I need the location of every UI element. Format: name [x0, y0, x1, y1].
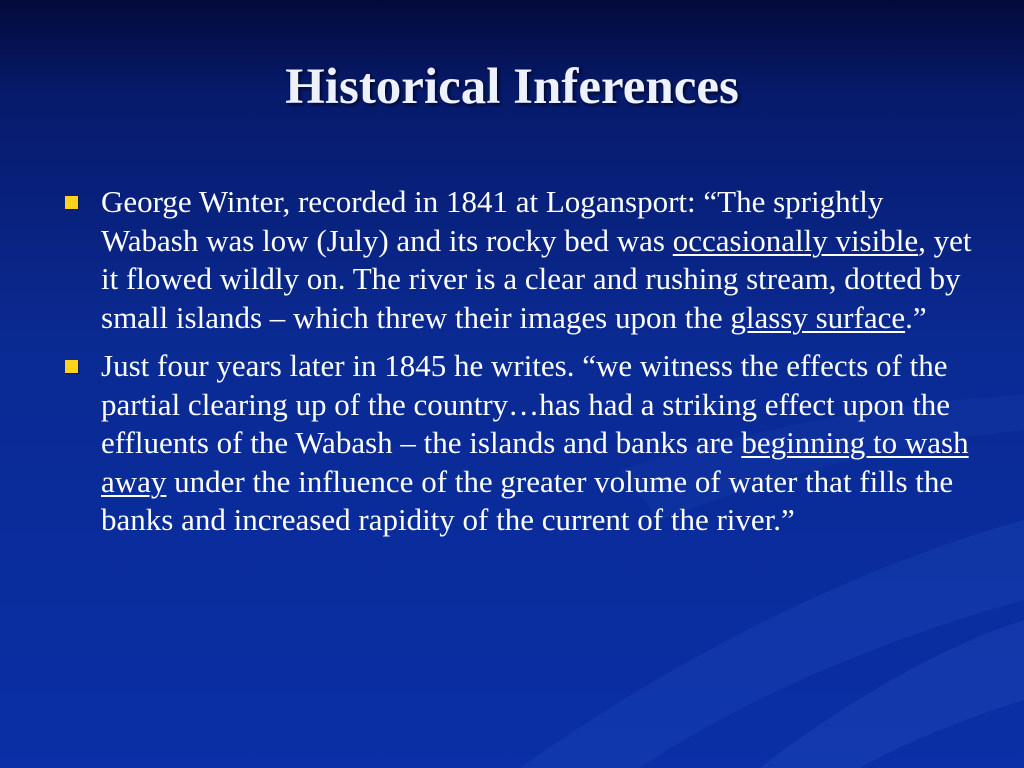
bullet-item: [62, 347, 982, 540]
bullet-list: [62, 183, 982, 550]
slide-title: Historical Inferences: [285, 59, 739, 115]
square-bullet-icon: [65, 360, 78, 373]
bullet-text-segment: under the influence of the greater volume of water that fills the banks and increased rapidity of the current of the river.”: [101, 463, 954, 537]
bullet-item: [62, 183, 982, 337]
underlined-phrase: occasionally visible: [672, 222, 919, 258]
bullet-text-segment: , yet it flowed wildly on. The river is a clear and rushing stream, dotted by small islands – which threw their images upon the: [101, 222, 972, 335]
bullet-text-segment: .”: [905, 299, 927, 335]
bullet-text: [101, 184, 971, 335]
underlined-phrase: glassy surface: [730, 299, 906, 335]
underlined-phrase: beginning to wash away: [101, 425, 969, 499]
bullet-text: [101, 348, 969, 537]
bullet-text-segment: Just four years later in 1845 he writes. “we witness the effects of the partial clearing up of the country…has had a striking effect upon the effluents of the Wabash – the islands and banks are: [101, 348, 951, 460]
square-bullet-icon: [65, 196, 78, 209]
bullet-text-segment: George Winter, recorded in 1841 at Logansport: “The sprightly Wabash was low (July) and its rocky bed was: [101, 184, 884, 258]
